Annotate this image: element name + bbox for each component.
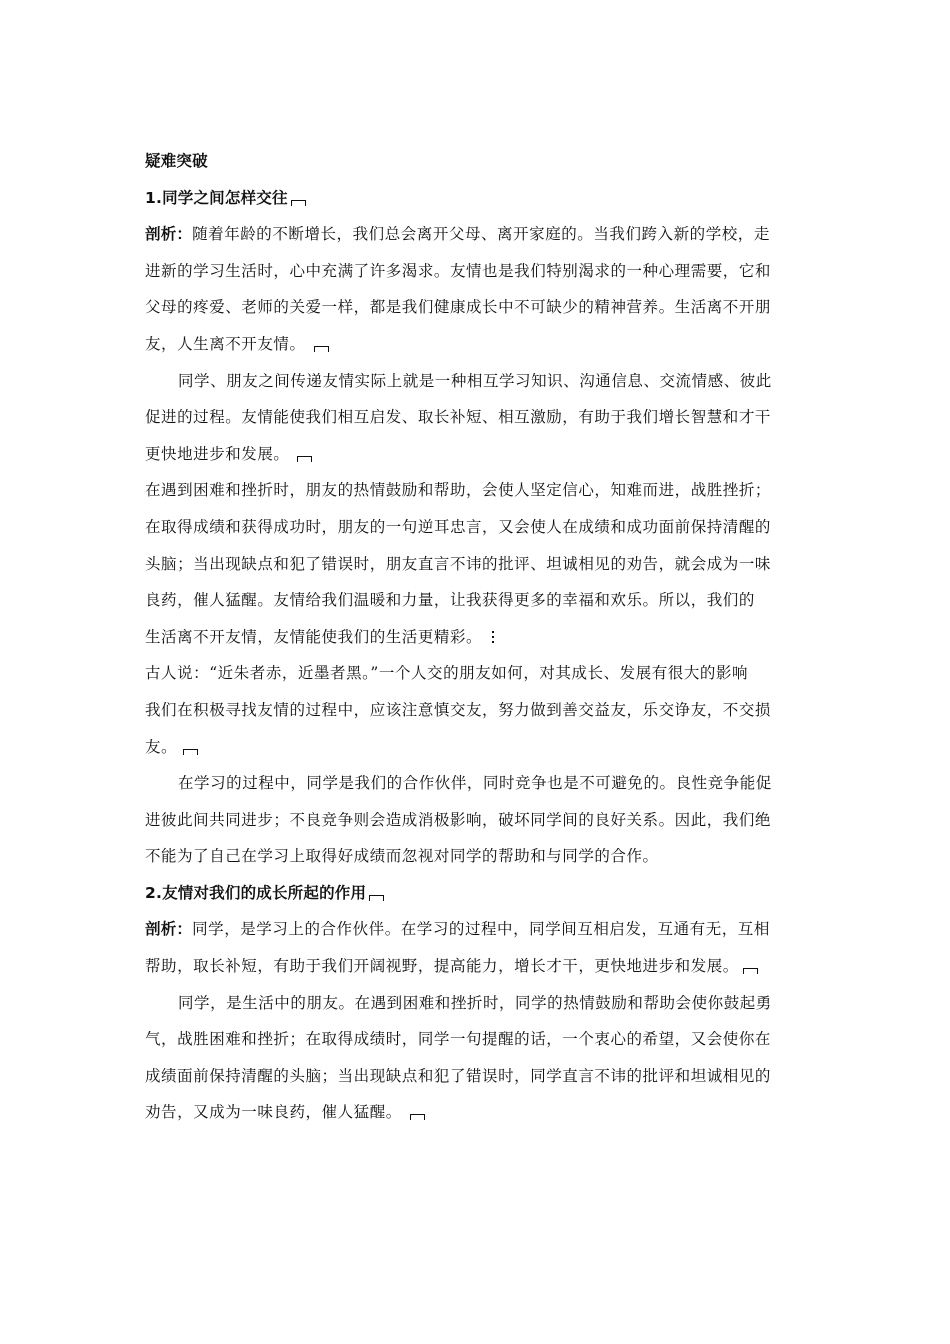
paragraph-mark-icon — [297, 456, 312, 462]
text: 随着年龄的不断增长，我们总会离开父母、离开家庭的。当我们跨入新的学校，走 — [192, 225, 770, 244]
q1-p5-line-3: 不能为了自己在学习上取得好成绩而忽视对同学的帮助和与同学的合作。 — [145, 847, 659, 866]
text: 友，人生离不开友情。 — [145, 334, 306, 353]
section-break-icon — [492, 631, 494, 643]
q1-p3-line-5 — [145, 619, 810, 656]
q2-p2-line-2: 气，战胜困难和挫折；在取得成绩时，同学一句提醒的话，一个衷心的希望，又会使你在 — [145, 1030, 771, 1049]
q1-p2-line-2: 促进的过程。友情能使我们相互启发、取长补短、相互激励，有助于我们增长智慧和才干 — [145, 408, 771, 427]
q1-p5-line-2: 进彼此间共同进步；不良竞争则会造成消极影响，破坏同学间的良好关系。因此，我们绝 — [145, 810, 771, 829]
text: 劝告，又成为一味良药，催人猛醒。 — [145, 1103, 402, 1122]
paragraph-mark-icon — [291, 200, 306, 206]
q1-p1-line-2: 进新的学习生活时，心中充满了许多渴求。友情也是我们特别渴求的一种心理需要，它和 — [145, 261, 771, 280]
q2-p2-line-1: 同学，是生活中的朋友。在遇到困难和挫折时，同学的热情鼓励和帮助会使你鼓起勇 — [178, 993, 772, 1012]
analysis-label: 剖析： — [145, 920, 193, 939]
paragraph-mark-icon — [743, 968, 758, 974]
paragraph-mark-icon — [314, 346, 329, 352]
text: 友。 — [145, 737, 178, 756]
question-1-title-text: 1.同学之间怎样交往 — [145, 188, 288, 207]
q2-p2-line-4 — [145, 1094, 810, 1131]
section-title: 疑难突破 — [145, 152, 208, 170]
q1-p1-line-4 — [145, 326, 810, 363]
question-2-title-text: 2.友情对我们的成长所起的作用 — [145, 883, 367, 902]
document-page — [145, 143, 810, 1131]
text: 生活离不开友情，友情能使我们的生活更精彩。 — [145, 627, 483, 646]
q1-p3-line-3: 头脑；当出现缺点和犯了错误时，朋友直言不讳的批评、坦诚相见的劝告，就会成为一味 — [145, 554, 771, 573]
q1-analysis-line-1 — [145, 216, 810, 253]
paragraph-mark-icon — [410, 1114, 425, 1120]
q1-p1-line-3: 父母的疼爱、老师的关爱一样，都是我们健康成长中不可缺少的精神营养。生活离不开朋 — [145, 298, 771, 317]
analysis-label: 剖析： — [145, 225, 193, 244]
q1-p3-line-2: 在取得成绩和获得成功时，朋友的一句逆耳忠言，又会使人在成绩和成功面前保持清醒的 — [145, 517, 771, 536]
q2-p2-line-3: 成绩面前保持清醒的头脑；当出现缺点和犯了错误时，同学直言不讳的批评和坦诚相见的 — [145, 1066, 771, 1085]
question-1-title — [145, 180, 810, 217]
q1-p3-line-1: 在遇到困难和挫折时，朋友的热情鼓励和帮助，会使人坚定信心，知难而进，战胜挫折； — [145, 481, 771, 500]
q1-p2-line-3 — [145, 436, 810, 473]
q1-p5-line-1: 在学习的过程中，同学是我们的合作伙伴，同时竞争也是不可避免的。良性竞争能促 — [178, 774, 772, 793]
q1-p4-line-2: 我们在积极寻找友情的过程中，应该注意慎交友，努力做到善交益友，乐交诤友，不交损 — [145, 700, 771, 719]
text: 更快地进步和发展。 — [145, 444, 290, 463]
q1-p3-line-4: 良药，催人猛醒。友情给我们温暖和力量，让我获得更多的幸福和欢乐。所以，我们的 — [145, 591, 755, 610]
paragraph-mark-icon — [369, 895, 384, 901]
q2-analysis-line-1 — [145, 911, 810, 948]
paragraph-mark-icon — [183, 749, 198, 755]
q1-p4-line-3 — [145, 729, 810, 766]
text: 帮助，取长补短，有助于我们开阔视野，提高能力，增长才干，更快地进步和发展。 — [145, 957, 739, 976]
q2-p1-line-2 — [145, 948, 810, 985]
q1-p2-line-1: 同学、朋友之间传递友情实际上就是一种相互学习知识、沟通信息、交流情感、彼此 — [178, 371, 772, 390]
q1-p4-line-1: 古人说：“近朱者赤，近墨者黑。”一个人交的朋友如何，对其成长、发展有很大的影响 — [145, 664, 749, 683]
question-2-title — [145, 875, 810, 912]
text: 同学，是学习上的合作伙伴。在学习的过程中，同学间互相启发，互通有无，互相 — [192, 920, 770, 939]
